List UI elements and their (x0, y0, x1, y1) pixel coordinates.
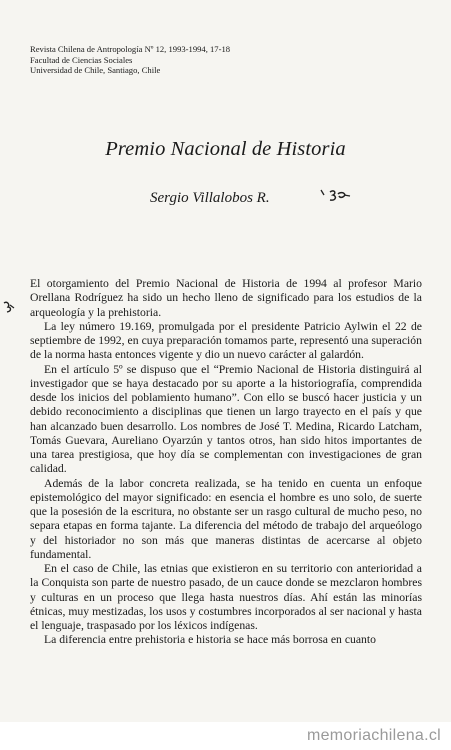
university-line: Universidad de Chile, Santiago, Chile (30, 65, 161, 76)
article-title: Premio Nacional de Historia (105, 138, 346, 160)
article-body (30, 277, 422, 648)
journal-header (30, 44, 230, 76)
paragraph: La diferencia entre prehistoria e historia se hace más borrosa en cuanto (44, 633, 376, 647)
margin-handwritten-mark (2, 300, 16, 314)
paragraph: En el artículo 5º se dispuso que el “Premio Nacional de Historia distinguirá al investigador que se haya destacado por su aporte a la historiografía, comprendida desde los inicios del poblamiento humano”. Con ello se buscó hacer justicia y un debido reconocimiento a disciplinas que tienen un largo trayecto en el país y que han alcanzado buen desarrollo. Los nombres de José T. Medina, Ricardo Latcham, Tomás Guevara, Aureliano Oyarzún y tantos otros, han sido hitos importantes de una tarea prestigiosa, que hoy día se complementan con investigaciones de gran calidad. (30, 362, 422, 476)
handwritten-mark (318, 186, 354, 204)
paragraph: Además de la labor concreta realizada, se ha tenido en cuenta un enfoque epistemológico del mayor significado: en esencia el hombre es uno solo, de suerte que la posesión de la escritura, no obstante ser un rasgo cultural de mucho peso, no separa etapas en forma tajante. La diferencia del método de trabajo del arqueólogo y del historiador no son más que maneras distintas de acercarse al objeto fundamental. (30, 476, 422, 561)
paragraph: El otorgamiento del Premio Nacional de Historia de 1994 al profesor Mario Orellana Rodríguez ha sido un hecho lleno de significado para los estudios de la arqueología y la prehistoria. (30, 277, 422, 319)
article-author: Sergio Villalobos R. (150, 190, 270, 206)
site-watermark: memoriachilena.cl (306, 727, 441, 744)
paragraph: La ley número 19.169, promulgada por el presidente Patricio Aylwin el 22 de septiembre de 1992, en cuya preparación tomamos parte, representó una superación de la norma hasta entonces vigente y dio un nuevo carácter al galardón. (30, 319, 422, 362)
journal-citation: Revista Chilena de Antropología Nº 12, 1993-1994, 17-18 (30, 44, 231, 54)
paragraph: En el caso de Chile, las etnias que existieron en su territorio con anterioridad a la Conquista son parte de nuestro pasado, de un cauce donde se mezclaron hombres y culturas en un proceso que llega hasta nuestros días. Ahí están las minorías étnicas, muy mestizadas, los usos y costumbres incorporados al ser nacional y hasta el lenguaje, traspasado por los léxicos indígenas. (30, 562, 422, 632)
faculty-line: Facultad de Ciencias Sociales (30, 54, 133, 65)
